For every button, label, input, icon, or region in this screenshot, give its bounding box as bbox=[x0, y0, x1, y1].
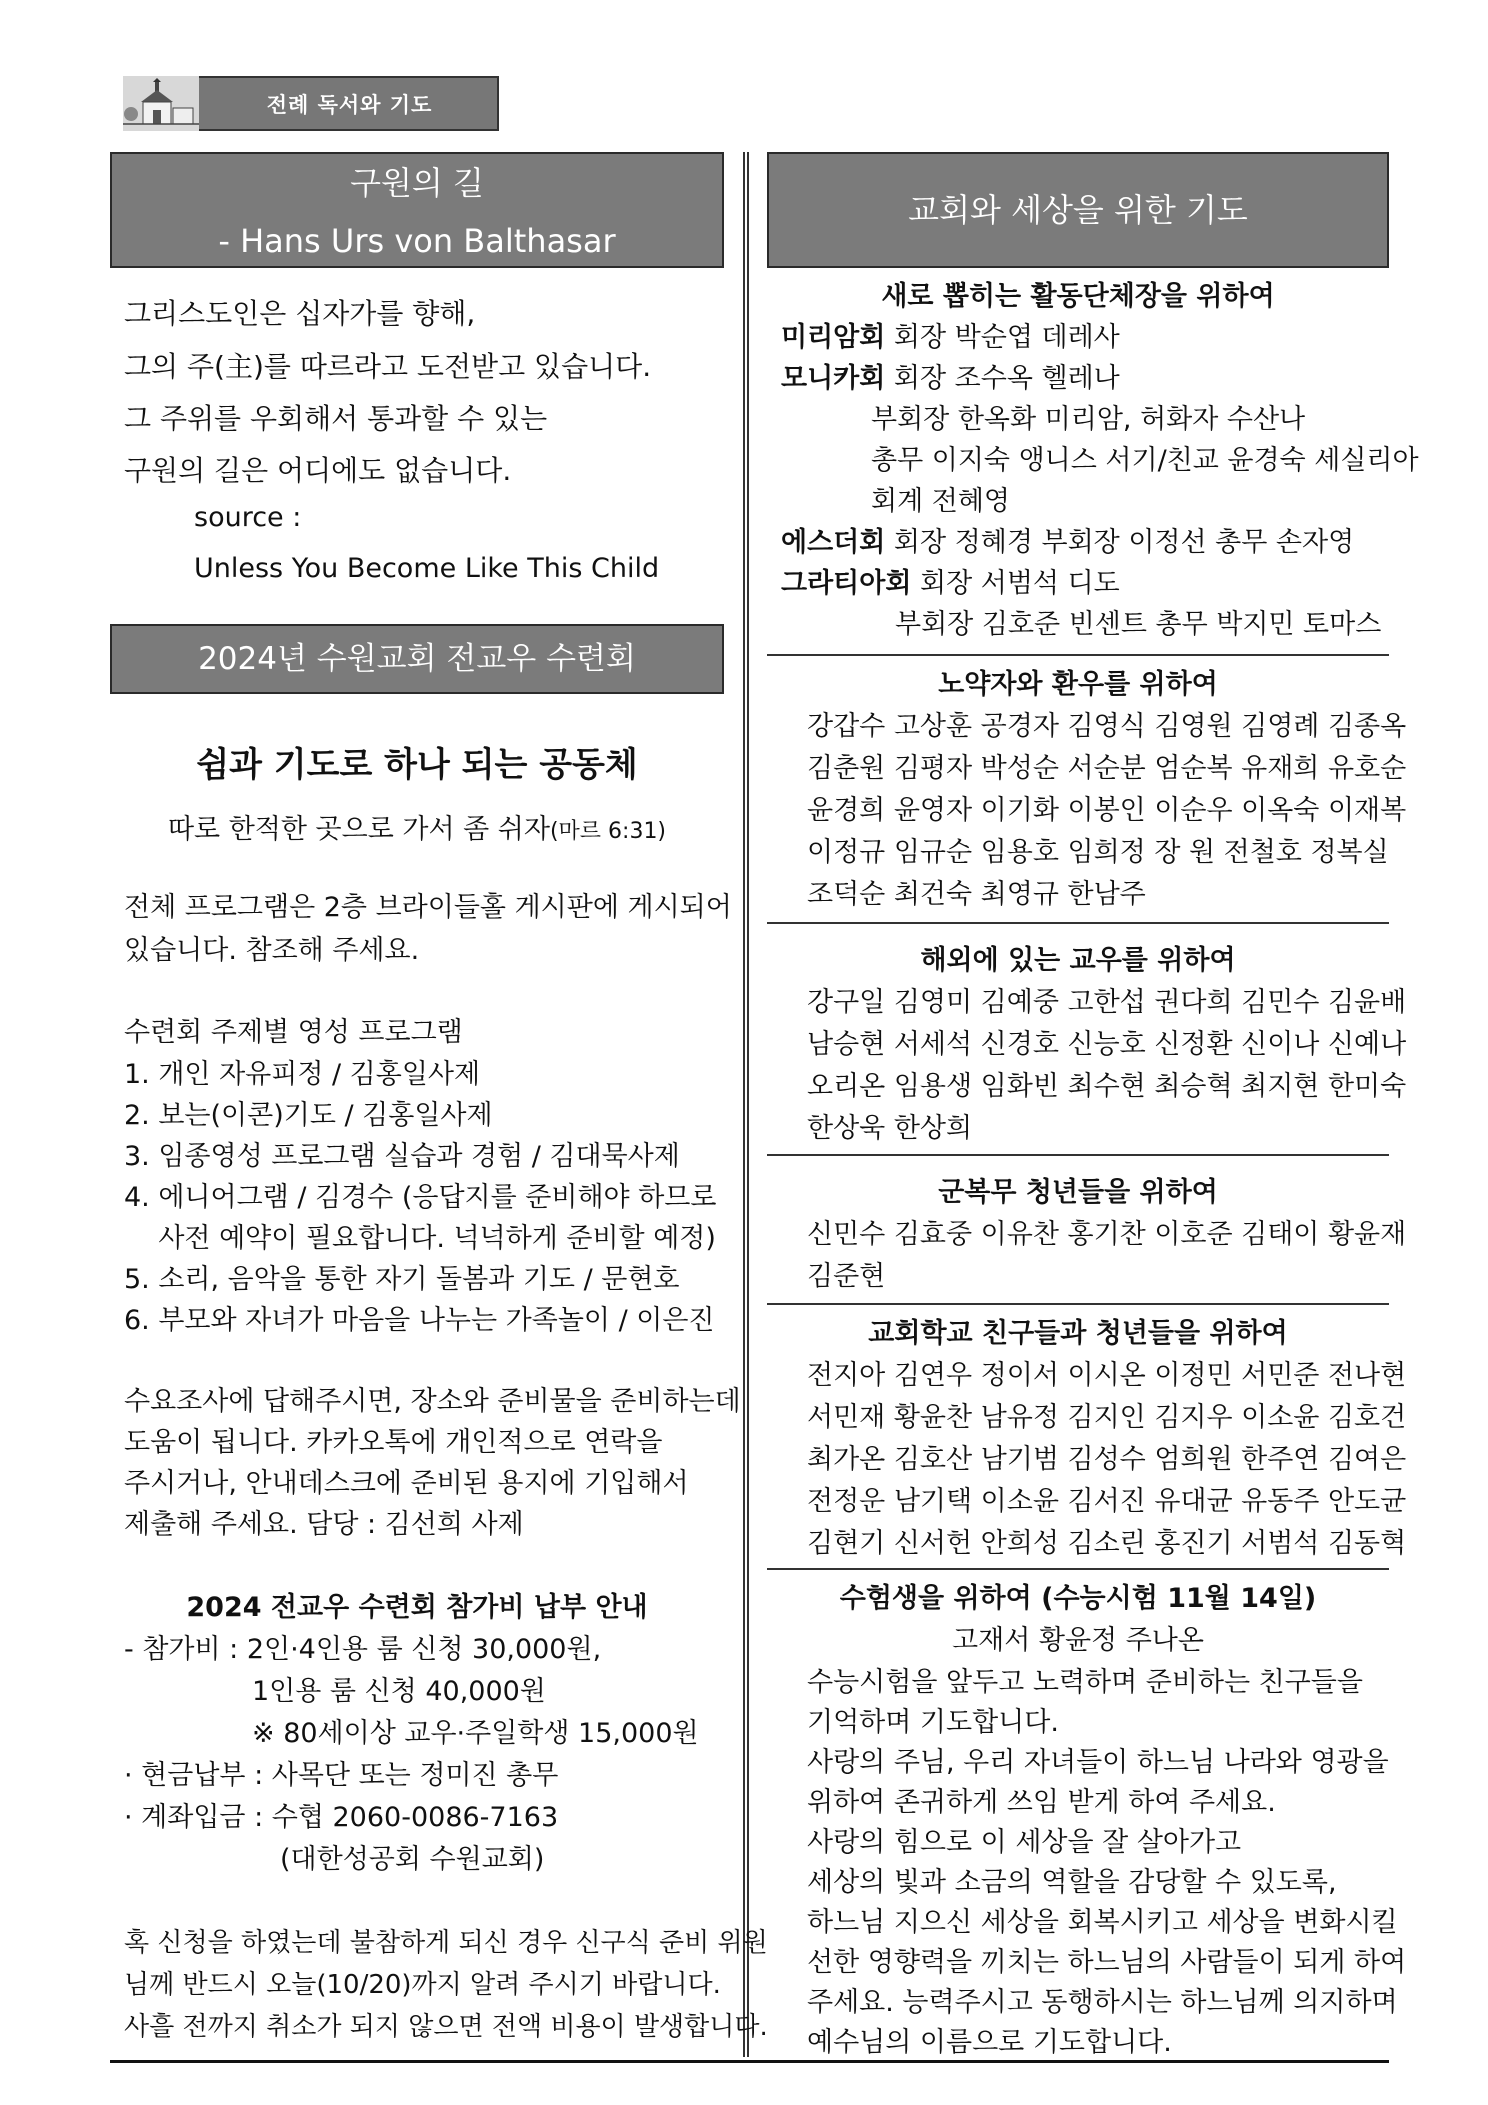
program-item: 5. 소리, 음악을 통한 자기 돌봄과 기도 / 문현호 bbox=[124, 1264, 680, 1295]
quote-line: 그의 주(主)를 따르라고 도전받고 있습니다. bbox=[124, 350, 652, 383]
org-sub-line: 총무 이지숙 앵니스 서기/친교 윤경숙 세실리아 bbox=[871, 445, 1419, 476]
section-rule bbox=[767, 654, 1389, 656]
org-name: 미리암회 bbox=[781, 322, 886, 353]
section-rule bbox=[767, 922, 1389, 924]
org-sub-line: 부회장 한옥화 미리암, 허화자 수산나 bbox=[871, 404, 1306, 435]
name-line: 윤경희 윤영자 이기화 이봉인 이순우 이옥숙 이재복 bbox=[807, 795, 1407, 826]
retreat-verse bbox=[110, 807, 724, 846]
org-name: 그라티아회 bbox=[781, 568, 912, 599]
quote-line: 그리스도인은 십자가를 향해, bbox=[124, 297, 476, 330]
salvation-author: - Hans Urs von Balthasar bbox=[218, 222, 616, 260]
retreat-heading: 2024년 수원교회 전교우 수련회 bbox=[110, 624, 724, 694]
name-line: 김준현 bbox=[807, 1261, 886, 1292]
fee-line: - 참가비 : 2인·4인용 룸 신청 30,000원, bbox=[124, 1634, 602, 1665]
program-item: 1. 개인 자유피정 / 김홍일사제 bbox=[124, 1059, 481, 1090]
cancel-line: 사흘 전까지 취소가 되지 않으면 전액 비용이 발생합니다. bbox=[124, 2012, 768, 2042]
name-line: 전지아 김연우 정이서 이시온 이정민 서민준 전나현 bbox=[807, 1360, 1407, 1391]
church-icon bbox=[123, 76, 199, 131]
right-column bbox=[767, 152, 1419, 2058]
fee-line: ※ 80세이상 교우·주일학생 15,000원 bbox=[252, 1718, 699, 1749]
quote-line: 그 주위를 우회해서 통과할 수 있는 bbox=[124, 402, 548, 435]
org-line bbox=[781, 561, 1120, 600]
prayer-heading: 교회와 세상을 위한 기도 bbox=[767, 152, 1389, 268]
prayer-line: 주세요. 능력주시고 동행하시는 하느님께 의지하며 bbox=[807, 1987, 1398, 2018]
program-item: 4. 에니어그램 / 김경수 (응답지를 준비해야 하므로 bbox=[124, 1182, 717, 1213]
name-line: 김춘원 김평자 박성순 서순분 엄순복 유재희 유호순 bbox=[807, 753, 1407, 784]
cancel-line: 님께 반드시 오늘(10/20)까지 알려 주시기 바랍니다. bbox=[124, 1970, 721, 2000]
section-rule bbox=[767, 1568, 1389, 1570]
exam-names: 고재서 황윤정 주나온 bbox=[952, 1625, 1204, 1656]
org-name: 모니카회 bbox=[781, 363, 886, 394]
name-line: 신민수 김효중 이유찬 홍기찬 이호준 김태이 황윤재 bbox=[807, 1219, 1407, 1250]
abroad-title: 해외에 있는 교우를 위하여 bbox=[920, 945, 1236, 976]
fee-line: (대한성공회 수원교회) bbox=[280, 1844, 545, 1875]
name-line: 서민재 황윤찬 남유정 김지인 김지우 이소윤 김호건 bbox=[807, 1402, 1407, 1433]
org-sub-line: 회계 전혜영 bbox=[871, 486, 1010, 517]
fee-line: · 계좌입금 : 수협 2060-0086-7163 bbox=[124, 1802, 559, 1833]
program-item: 사전 예약이 필요합니다. 넉넉하게 준비할 예정) bbox=[124, 1223, 716, 1254]
salvation-title: 구원의 길 bbox=[350, 164, 484, 202]
survey-line: 수요조사에 답해주시면, 장소와 준비물을 준비하는데 bbox=[124, 1386, 741, 1417]
program-title: 수련회 주제별 영성 프로그램 bbox=[124, 1017, 463, 1048]
section-rule bbox=[767, 1154, 1389, 1156]
org-text: 회장 박순엽 데레사 bbox=[893, 322, 1120, 353]
column-divider bbox=[743, 152, 749, 2057]
org-line bbox=[781, 315, 1120, 354]
prayer-line: 사랑의 힘으로 이 세상을 잘 살아가고 bbox=[807, 1827, 1242, 1858]
program-item: 2. 보는(이콘)기도 / 김홍일사제 bbox=[124, 1100, 493, 1131]
org-sub-line: 부회장 김호준 빈센트 총무 박지민 토마스 bbox=[895, 609, 1382, 640]
prayer-line: 수능시험을 앞두고 노력하며 준비하는 친구들을 bbox=[807, 1667, 1363, 1698]
leaders-title: 새로 뽑히는 활동단체장을 위하여 bbox=[881, 281, 1275, 312]
name-line: 김현기 신서헌 안희성 김소린 홍진기 서범석 김동혁 bbox=[807, 1528, 1407, 1559]
name-line: 조덕순 최건숙 최영규 한남주 bbox=[807, 879, 1146, 910]
source-text: Unless You Become Like This Child bbox=[194, 553, 660, 584]
bottom-rule bbox=[110, 2060, 1389, 2063]
military-title: 군복무 청년들을 위하여 bbox=[938, 1177, 1218, 1208]
notice-line: 있습니다. 참조해 주세요. bbox=[124, 935, 420, 966]
prayer-line: 예수님의 이름으로 기도합니다. bbox=[807, 2027, 1172, 2058]
cancel-line: 혹 신청을 하였는데 불참하게 되신 경우 신구식 준비 위원 bbox=[124, 1928, 768, 1958]
left-column bbox=[110, 152, 768, 2057]
prayer-line: 하느님 지으신 세상을 회복시키고 세상을 변화시킬 bbox=[807, 1907, 1398, 1938]
verse-text: 따로 한적한 곳으로 가서 좀 쉬자 bbox=[167, 814, 550, 845]
prayer-line: 기억하며 기도합니다. bbox=[807, 1707, 1059, 1738]
source-label: source : bbox=[194, 502, 302, 533]
prayer-line: 위하여 존귀하게 쓰임 받게 하여 주세요. bbox=[807, 1787, 1276, 1818]
org-line bbox=[781, 520, 1354, 559]
retreat-theme: 쉼과 기도로 하나 되는 공동체 bbox=[196, 745, 638, 785]
section-rule bbox=[767, 1303, 1389, 1305]
prayer-line: 선한 영향력을 끼치는 하느님의 사람들이 되게 하여 bbox=[807, 1947, 1407, 1978]
notice-line: 전체 프로그램은 2층 브라이들홀 게시판에 게시되어 bbox=[124, 892, 732, 923]
name-line: 강구일 김영미 김예중 고한섭 권다희 김민수 김윤배 bbox=[807, 987, 1407, 1018]
org-name: 에스더회 bbox=[781, 527, 886, 558]
header-label: 전례 독서와 기도 bbox=[266, 92, 433, 117]
fee-line: · 현금납부 : 사목단 또는 정미진 총무 bbox=[124, 1760, 559, 1791]
youth-title: 교회학교 친구들과 청년들을 위하여 bbox=[868, 1318, 1288, 1349]
quote-line: 구원의 길은 어디에도 없습니다. bbox=[124, 454, 512, 487]
program-item: 6. 부모와 자녀가 마음을 나누는 가족놀이 / 이은진 bbox=[124, 1305, 715, 1336]
name-line: 전정운 남기택 이소윤 김서진 유대균 유동주 안도균 bbox=[807, 1486, 1407, 1517]
prayer-line: 세상의 빛과 소금의 역할을 감당할 수 있도록, bbox=[807, 1867, 1337, 1898]
name-line: 남승현 서세석 신경호 신능호 신정환 신이나 신예나 bbox=[807, 1029, 1407, 1060]
name-line: 오리온 임용생 임화빈 최수현 최승혁 최지현 한미숙 bbox=[807, 1071, 1407, 1102]
verse-ref: (마르 6:31) bbox=[549, 819, 667, 844]
org-line bbox=[781, 356, 1120, 395]
org-text: 회장 정혜경 부회장 이정선 총무 손자영 bbox=[893, 527, 1355, 558]
fee-line: 1인용 룸 신청 40,000원 bbox=[252, 1676, 546, 1707]
name-line: 강갑수 고상훈 공경자 김영식 김영원 김영례 김종옥 bbox=[807, 711, 1407, 742]
sick-title: 노약자와 환우를 위하여 bbox=[938, 669, 1218, 700]
prayer-line: 사랑의 주님, 우리 자녀들이 하느님 나라와 영광을 bbox=[807, 1747, 1389, 1778]
fee-title: 2024 전교우 수련회 참가비 납부 안내 bbox=[186, 1592, 648, 1623]
survey-line: 주시거나, 안내데스크에 준비된 용지에 기입해서 bbox=[124, 1468, 689, 1499]
name-line: 한상욱 한상희 bbox=[807, 1113, 973, 1144]
name-line: 이정규 임규순 임용호 임희정 장 원 전철호 정복실 bbox=[807, 837, 1389, 868]
salvation-heading bbox=[110, 152, 724, 268]
program-item: 3. 임종영성 프로그램 실습과 경험 / 김대묵사제 bbox=[124, 1141, 680, 1172]
name-line: 최가온 김호산 남기범 김성수 엄희원 한주연 김여은 bbox=[807, 1444, 1407, 1475]
survey-line: 제출해 주세요. 담당 : 김선희 사제 bbox=[124, 1509, 524, 1540]
survey-line: 도움이 됩니다. 카카오톡에 개인적으로 연락을 bbox=[124, 1427, 663, 1458]
exam-title: 수험생을 위하여 (수능시험 11월 14일) bbox=[839, 1583, 1317, 1614]
org-text: 회장 서범석 디도 bbox=[920, 568, 1120, 599]
org-text: 회장 조수옥 헬레나 bbox=[893, 363, 1120, 394]
